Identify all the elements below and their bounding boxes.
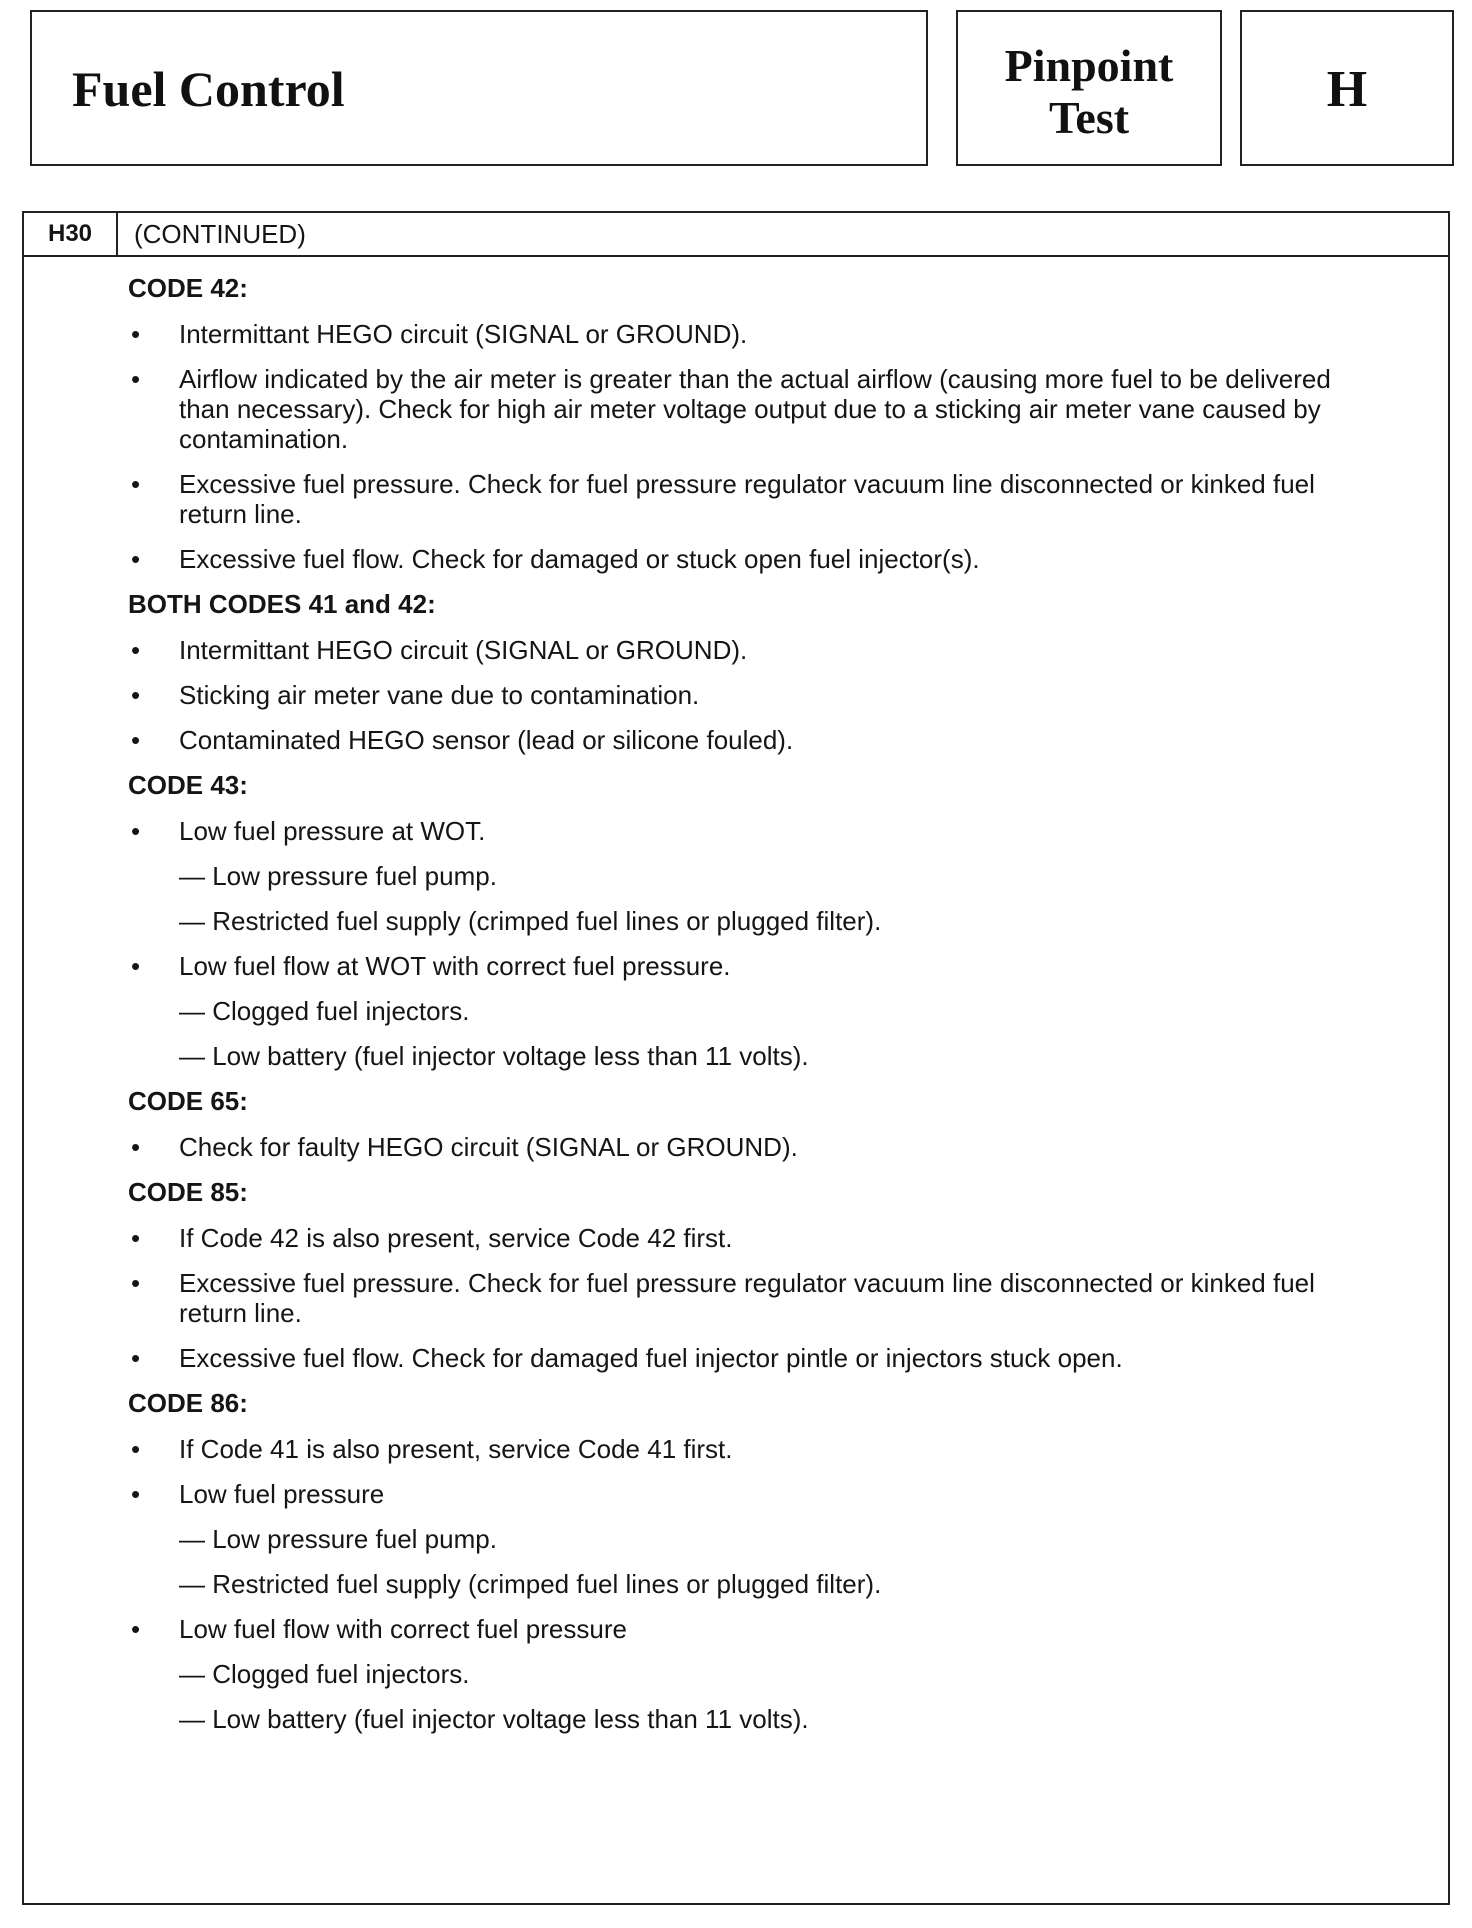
sub-item: — Low pressure fuel pump. [179, 861, 497, 891]
code-heading: CODE 85: [128, 1177, 248, 1207]
sub-item: — Low battery (fuel injector voltage less than 11 volts). [179, 1041, 809, 1071]
bullet-text: Excessive fuel pressure. Check for fuel pressure regulator vacuum line disconnected or kinked fuel return line. [179, 1268, 1315, 1328]
bullet-item [100, 1434, 1378, 1464]
bullet-dot-icon: • [131, 635, 141, 665]
sub-item: — Low battery (fuel injector voltage less than 11 volts). [179, 1704, 809, 1734]
bullet-dot-icon: • [131, 1132, 141, 1162]
section-letter: H [1326, 61, 1368, 118]
sub-item: — Low pressure fuel pump. [179, 1524, 497, 1554]
bullet-dot-icon: • [131, 1434, 141, 1464]
bullet-text: Intermittant HEGO circuit (SIGNAL or GROUND). [179, 635, 748, 665]
section-letter-box [1240, 10, 1454, 166]
bullet-dot-icon: • [131, 364, 141, 394]
bullet-item [100, 1268, 1378, 1328]
sub-item: — Clogged fuel injectors. [179, 996, 470, 1026]
bullet-item [100, 635, 1378, 665]
page-title: Fuel Control [72, 61, 345, 117]
step-body [24, 257, 1448, 1734]
code-heading: CODE 86: [128, 1388, 248, 1418]
pinpoint-test-box [956, 10, 1222, 166]
title-box [30, 10, 928, 166]
code-heading: CODE 65: [128, 1086, 248, 1116]
bullet-dot-icon: • [131, 1343, 141, 1373]
bullet-item [100, 469, 1378, 529]
bullet-text: Contaminated HEGO sensor (lead or silicone fouled). [179, 725, 794, 755]
bullet-item [100, 725, 1378, 755]
bullet-text: Sticking air meter vane due to contamination. [179, 680, 700, 710]
bullet-item [100, 951, 1378, 981]
bullet-text: Check for faulty HEGO circuit (SIGNAL or GROUND). [179, 1132, 798, 1162]
bullet-dot-icon: • [131, 725, 141, 755]
bullet-text: Low fuel flow with correct fuel pressure [179, 1614, 627, 1644]
bullet-dot-icon: • [131, 1268, 141, 1298]
bullet-text: If Code 41 is also present, service Code 41 first. [179, 1434, 733, 1464]
bullet-item [100, 1343, 1378, 1373]
pinpoint-line-1: Pinpoint [1004, 40, 1174, 91]
code-heading: CODE 43: [128, 770, 248, 800]
sub-item: — Restricted fuel supply (crimped fuel lines or plugged filter). [179, 906, 882, 936]
bullet-dot-icon: • [131, 1223, 141, 1253]
bullet-text: Low fuel pressure at WOT. [179, 816, 486, 846]
bullet-dot-icon: • [131, 816, 141, 846]
bullet-text: Excessive fuel flow. Check for damaged or stuck open fuel injector(s). [179, 544, 980, 574]
bullet-dot-icon: • [131, 319, 141, 349]
bullet-dot-icon: • [131, 544, 141, 574]
step-id: H30 [24, 213, 118, 255]
bullet-text: Airflow indicated by the air meter is greater than the actual airflow (causing more fuel to be delivered than necessary). Check for high air meter voltage output due to a sticking air meter vane caused by contamination. [179, 364, 1331, 454]
bullet-text: Low fuel pressure [179, 1479, 385, 1509]
step-content-box [22, 211, 1450, 1905]
bullet-text: Low fuel flow at WOT with correct fuel pressure. [179, 951, 731, 981]
bullet-item [100, 1132, 1378, 1162]
bullet-item [100, 816, 1378, 846]
pinpoint-line-2: Test [1048, 92, 1130, 143]
bullet-text: Excessive fuel pressure. Check for fuel pressure regulator vacuum line disconnected or kinked fuel return line. [179, 469, 1315, 529]
bullet-item [100, 1223, 1378, 1253]
code-heading: BOTH CODES 41 and 42: [128, 589, 436, 619]
code-heading: CODE 42: [128, 273, 248, 303]
pinpoint-test-label [958, 40, 1220, 144]
step-header [24, 213, 1448, 257]
bullet-item [100, 544, 1378, 574]
bullet-text: If Code 42 is also present, service Code 42 first. [179, 1223, 733, 1253]
bullet-text: Intermittant HEGO circuit (SIGNAL or GROUND). [179, 319, 748, 349]
bullet-item [100, 319, 1378, 349]
bullet-dot-icon: • [131, 951, 141, 981]
bullet-item [100, 1479, 1378, 1509]
bullet-text: Excessive fuel flow. Check for damaged fuel injector pintle or injectors stuck open. [179, 1343, 1123, 1373]
bullet-dot-icon: • [131, 680, 141, 710]
bullet-dot-icon: • [131, 1614, 141, 1644]
bullet-dot-icon: • [131, 469, 141, 499]
step-label: (CONTINUED) [134, 218, 306, 249]
bullet-item [100, 680, 1378, 710]
bullet-item [100, 364, 1378, 454]
bullet-item [100, 1614, 1378, 1644]
bullet-dot-icon: • [131, 1479, 141, 1509]
sub-item: — Restricted fuel supply (crimped fuel lines or plugged filter). [179, 1569, 882, 1599]
sub-item: — Clogged fuel injectors. [179, 1659, 470, 1689]
